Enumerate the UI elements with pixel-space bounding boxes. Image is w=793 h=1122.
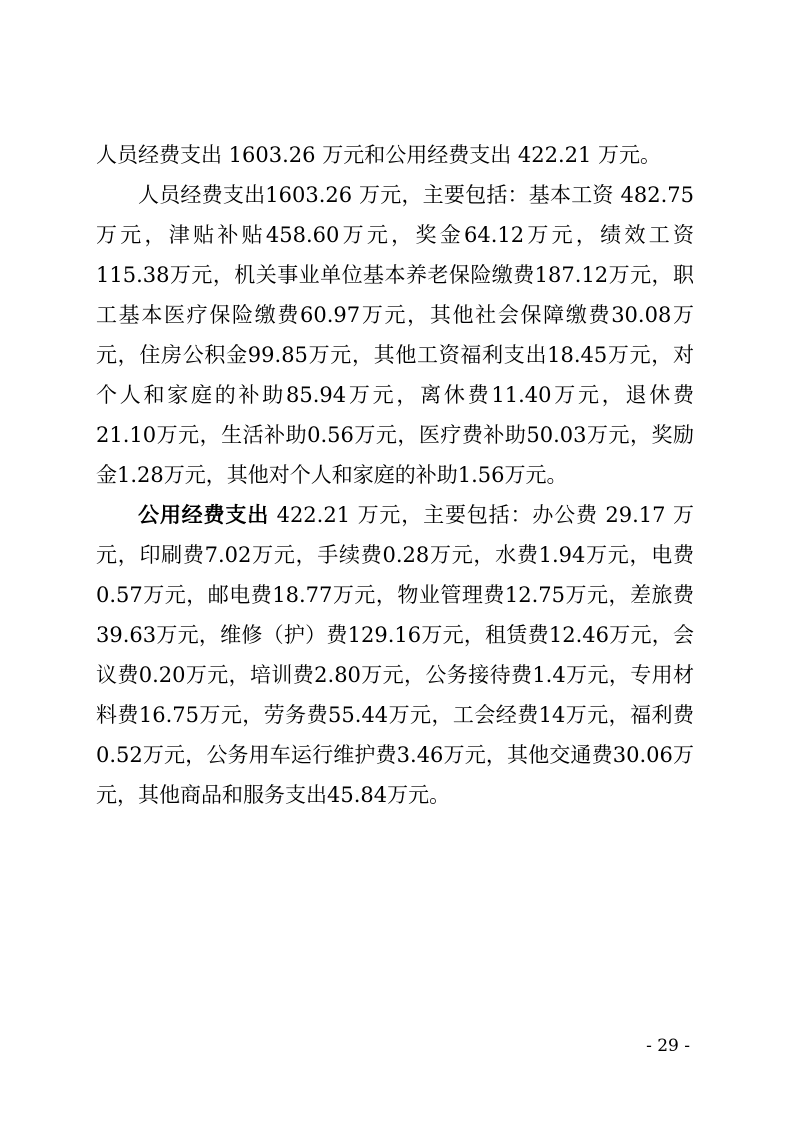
document-body [96,135,694,815]
paragraph-public-expenses [96,495,694,815]
paragraph-summary-text: 人员经费支出 1603.26 万元和公用经费支出 422.21 万元。 [96,143,662,167]
paragraph-personnel-expenses-text: 人员经费支出1603.26 万元，主要包括：基本工资 482.75万元，津贴补贴458.60万元，奖金64.12万元，绩效工资115.38万元，机关事业单位基本养老保险缴费187.12万元，职工基本医疗保险缴费60.97万元，其他社会保障缴费30.08万元，住房公积金99.85万元，其他工资福利支出18.45万元，对个人和家庭的补助85.94万元，离休费11.40万元，退休费21.10万元，生活补助0.56万元，医疗费补助50.03万元，奖励金1.28万元，其他对个人和家庭的补助1.56万元。 [96,183,694,487]
paragraph-summary [96,135,694,175]
paragraph-public-expenses-heading: 公用经费支出 [138,502,270,527]
paragraph-personnel-expenses [96,175,694,495]
page-number: - 29 - [646,1036,690,1056]
paragraph-public-expenses-text: 422.21 万元，主要包括：办公费 29.17 万元，印刷费7.02万元，手续费0.28万元，水费1.94万元，电费0.57万元，邮电费18.77万元，物业管理费12.75万元，差旅费39.63万元，维修（护）费129.16万元，租赁费12.46万元，会议费0.20万元，培训费2.80万元，公务接待费1.4万元，专用材料费16.75万元，劳务费55.44万元，工会经费14万元，福利费0.52万元，公务用车运行维护费3.46万元，其他交通费30.06万元，其他商品和服务支出45.84万元。 [96,503,694,807]
